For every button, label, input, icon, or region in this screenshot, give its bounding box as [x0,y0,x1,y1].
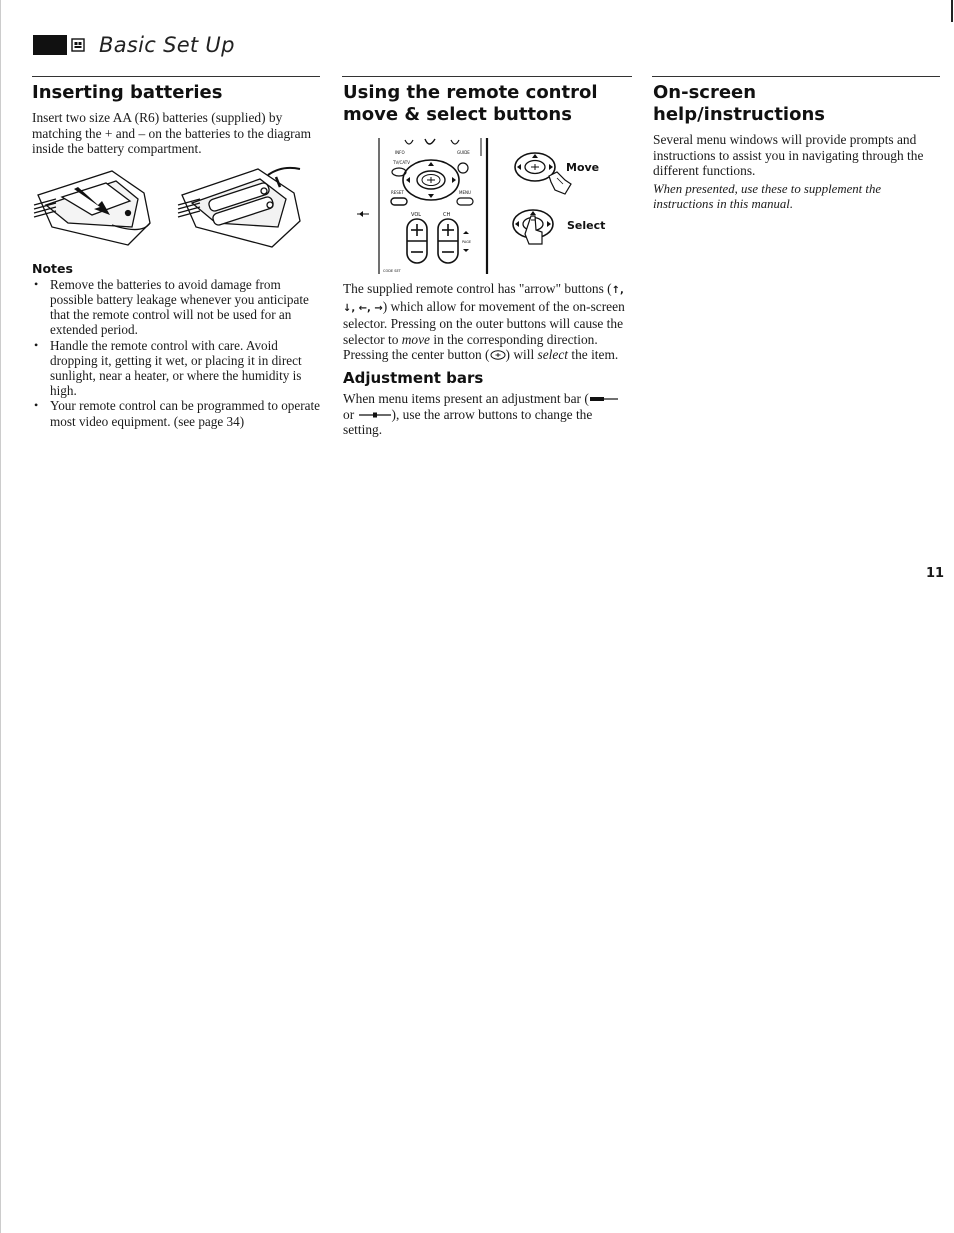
menu-label: MENU [459,190,471,195]
guide-button [458,163,468,173]
guide-label: GUIDE [457,150,470,155]
adjustment-bars-text: When menu items present an adjustment bar ( or ), use the arrow buttons to change the setting. [343,391,627,438]
select-label: Select [567,219,606,232]
col-inserting-batteries [32,80,322,429]
reset-label: RESET [391,190,404,195]
info-label: INFO [395,150,405,155]
col1-rule [32,76,320,77]
center-button-icon [490,350,506,360]
ch-rocker [438,219,458,263]
note-item: • Handle the remote control with care. Avoid dropping it, getting it wet, or placing it in direct sunlight, near a heater, or where the humidity is high. [32,338,322,399]
notes-heading: Notes [32,260,73,276]
note-item: • Remove the batteries to avoid damage from possible battery leakage whenever you anticipate that the remote control will not be used for an extended period. [32,277,322,338]
note-item: • Your remote control can be programmed to operate most video equipment. (see page 34) [32,398,322,428]
remote-description: The supplied remote control has "arrow" buttons (↑, ↓, ←, →) which allow for movement of the on-screen selector. Pressing on the outer buttons will cause the selector to move in the corresponding direction. Pressing the center button ( ) will select the item. [343,281,625,363]
onscreen-help-heading: On-screen help/instructions [653,82,825,125]
joystick-pad [403,160,459,200]
section-tab-marker [33,35,67,55]
select-icon [513,210,553,244]
page-number: 11 [926,566,945,581]
right-scan-edge [951,0,953,22]
arrow-glyphs: ↑, ↓, ←, → [343,285,624,314]
remote-heading-line1: Using the remote control [343,82,598,103]
vol-rocker [407,219,427,263]
menu-button [457,198,473,205]
col-onscreen-help [653,80,925,213]
adjustment-bar-filled-icon [589,396,619,402]
onscreen-help-italic-text: When presented, use these to supplement the instructions in this manual. [653,181,882,212]
onscreen-help-text: Several menu windows will provide prompts and instructions to assist you in navigating through the different functions. [653,132,924,179]
codeset-label: CODE SET [383,269,401,273]
adjustment-bar-slider-icon [358,412,392,418]
vol-label: VOL [411,212,422,218]
col3-rule [652,76,940,77]
ch-label: CH [443,212,451,218]
remote-control-diagram [343,136,627,276]
col2-rule [342,76,632,77]
page-label: PAGE [462,240,472,244]
setup-icon [71,37,85,53]
reset-button [391,198,407,205]
inserting-batteries-intro: Insert two size AA (R6) batteries (supplied) by matching the + and – on the batteries to the diagram inside the battery compartment. [32,110,311,157]
section-title: Basic Set Up [99,33,235,57]
left-scan-edge [0,0,1,1233]
page-header [33,30,235,60]
adjustment-bars-heading: Adjustment bars [343,368,484,387]
remote-heading-line2: move & select buttons [343,104,572,125]
battery-illustration [32,165,322,259]
inserting-batteries-heading: Inserting batteries [32,82,223,103]
move-icon [515,153,571,194]
col-remote-move-select [343,80,627,438]
notes-list [32,277,322,429]
move-label: Move [566,161,600,174]
tvcatv-label: TV/CATV [393,160,410,165]
